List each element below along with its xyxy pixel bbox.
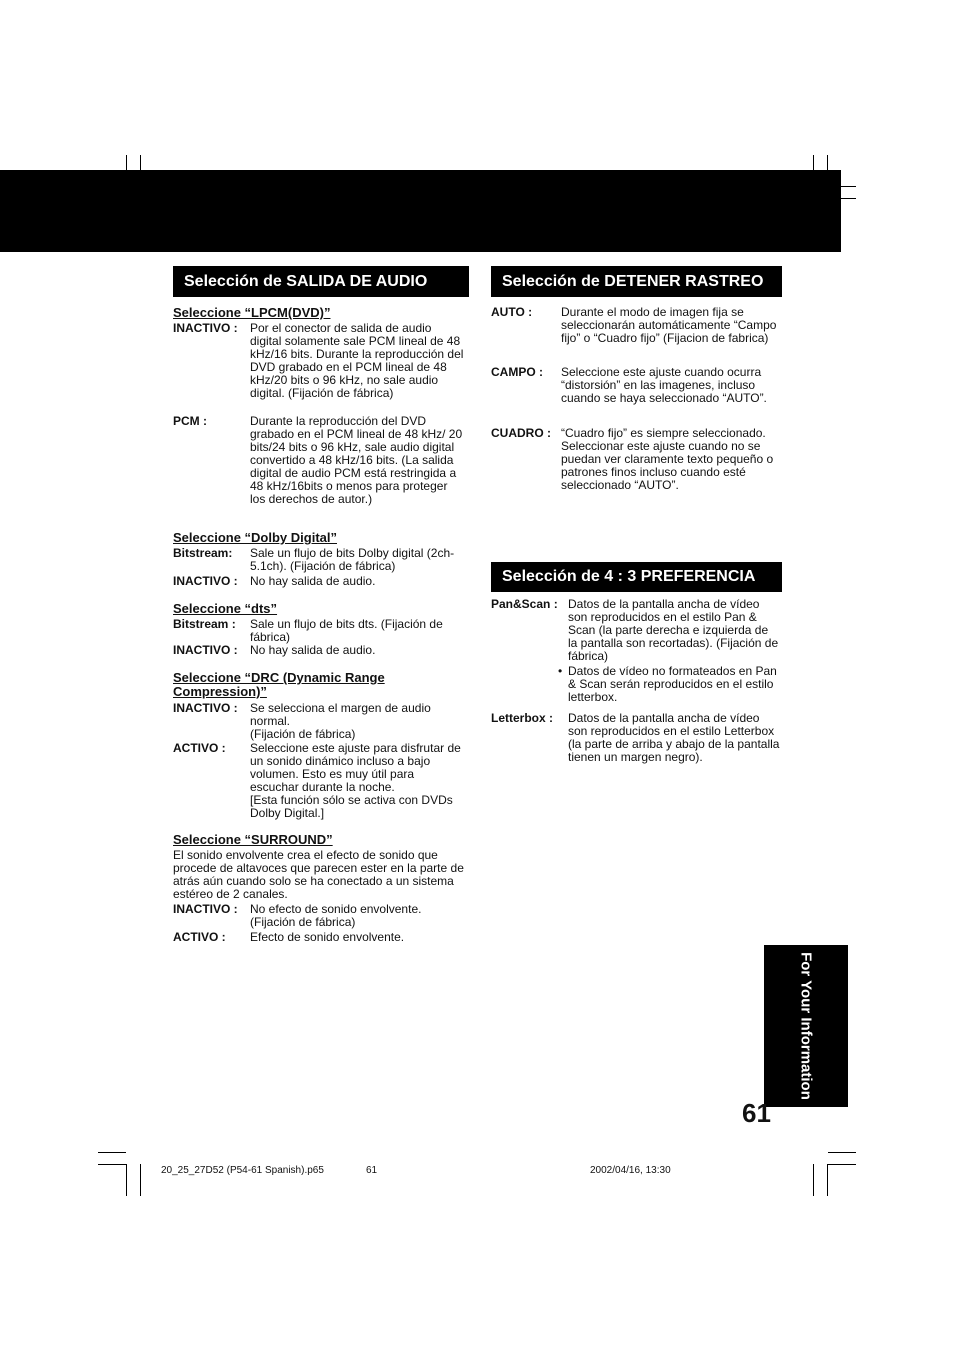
subtitle-dolby: Seleccione “Dolby Digital” <box>173 530 337 545</box>
desc-lpcm-pcm: Durante la reproducción del DVD grabado en el PCM lineal de 48 kHz/ 20 bits/24 bits o 96 kHz, sale audio digital convertido a 48 kHz/16 bits. (La salida digital de audio PCM está restringida a 48 kHz/16bits o menos para proteger los derechos de autor.) <box>250 414 463 506</box>
desc-drc-inactivo-text: Se selecciona el margen de audio normal. <box>250 701 431 728</box>
subtitle-drc: Seleccione “DRC (Dynamic Range Compression)” <box>173 670 385 699</box>
subtitle-surround: Seleccione “SURROUND” <box>173 832 333 847</box>
header-detener-rastreo <box>491 266 782 297</box>
subtitle-dts: Seleccione “dts” <box>173 601 278 616</box>
term-dts-bitstream: Bitstream : <box>173 617 236 631</box>
term-drc-activo: ACTIVO : <box>173 741 226 755</box>
footer-date: 2002/04/16, 13:30 <box>590 1165 671 1176</box>
desc-dolby-inactivo: No hay salida de audio. <box>250 574 376 588</box>
desc-dolby-bitstream: Sale un flujo de bits Dolby digital (2ch-5.1ch). (Fijación de fábrica) <box>250 546 455 573</box>
desc-drc-activo <box>250 742 466 820</box>
desc-campo: Seleccione este ajuste cuando ocurra “distorsión” en las imagenes, incluso cuando se haya seleccionado “AUTO”. <box>561 365 767 405</box>
top-banner <box>0 170 841 252</box>
header-preferencia-text: Selección de 4 : 3 PREFERENCIA <box>502 568 756 585</box>
header-salida-audio <box>173 266 469 297</box>
term-surround-inactivo: INACTIVO : <box>173 902 238 916</box>
crop-mark <box>126 1164 127 1196</box>
term-surround-activo: ACTIVO : <box>173 930 226 944</box>
bullet-panscan: • <box>558 664 563 678</box>
crop-mark <box>98 1152 126 1153</box>
side-tab <box>764 945 848 1107</box>
desc-dts-bitstream: Sale un flujo de bits dts. (Fijación de fábrica) <box>250 617 443 644</box>
side-tab-label: For Your Information <box>797 952 815 1100</box>
term-drc-inactivo: INACTIVO : <box>173 701 238 715</box>
desc-drc-activo-text: Seleccione este ajuste para disfrutar de un sonido dinámico incluso a bajo volumen. Esto es muy útil para escuchar durante la noche. <box>250 741 461 794</box>
footer-file: 20_25_27D52 (P54-61 Spanish).p65 <box>161 1165 324 1176</box>
desc-cuadro: “Cuadro fijo” es siempre seleccionado. Seleccionar este ajuste cuando no se puedan ver claramente texto pequeño o patrones finos incluso cuando esté seleccionado “AUTO”. <box>561 426 774 492</box>
desc-panscan: Datos de la pantalla ancha de vídeo son reproducidos en el estilo Pan & Scan (la parte derecha e izquierda de la pantalla son recortadas). (Fijación de fábrica) <box>568 597 779 663</box>
term-cuadro: CUADRO : <box>491 426 551 440</box>
term-auto: AUTO : <box>491 305 533 319</box>
desc-drc-inactivo <box>250 702 466 741</box>
crop-mark <box>98 1164 126 1165</box>
desc-letterbox: Datos de la pantalla ancha de vídeo son reproducidos en el estilo Letterbox (la parte de arriba y abajo de la pantalla tienen un margen negro). <box>568 711 780 764</box>
subtitle-lpcm: Seleccione “LPCM(DVD)” <box>173 305 331 320</box>
term-dolby-bitstream: Bitstream: <box>173 546 233 560</box>
footer-page: 61 <box>366 1165 378 1176</box>
desc-panscan-bullet: Datos de vídeo no formateados en Pan & Scan serán reproducidos en el estilo letterbox. <box>568 664 777 704</box>
crop-mark <box>140 1164 141 1196</box>
term-dts-inactivo: INACTIVO : <box>173 643 238 657</box>
term-dolby-inactivo: INACTIVO : <box>173 574 238 588</box>
desc-surround-inactivo: No efecto de sonido envolvente. (Fijación de fábrica) <box>250 902 422 929</box>
crop-mark <box>828 1164 856 1165</box>
desc-lpcm-inactivo: Por el conector de salida de audio digital solamente sale PCM lineal de 48 kHz/16 bits. Durante la reproducción del DVD grabado en el PCM lineal de 48 kHz/20 bits o 96 kHz, no sale audio digital. (Fijación de fábrica) <box>250 321 464 400</box>
header-preferencia <box>491 562 782 592</box>
crop-mark <box>828 1152 856 1153</box>
surround-intro: El sonido envolvente crea el efecto de sonido que procede de altavoces que parecen ester en la parte de atrás aún cuando solo se ha conectado a un sistema estéreo de 2 canales. <box>173 848 464 901</box>
term-lpcm-inactivo: INACTIVO : <box>173 321 238 335</box>
page-number: 61 <box>742 1098 771 1128</box>
term-campo: CAMPO : <box>491 365 543 379</box>
desc-drc-activo-note: [Esta función sólo se activa con DVDs Dolby Digital.] <box>250 793 453 820</box>
desc-surround-activo: Efecto de sonido envolvente. <box>250 930 405 944</box>
term-lpcm-pcm: PCM : <box>173 414 207 428</box>
crop-mark <box>813 1164 814 1196</box>
desc-drc-inactivo-note: (Fijación de fábrica) <box>250 727 356 741</box>
term-panscan: Pan&Scan : <box>491 597 558 611</box>
desc-dts-inactivo: No hay salida de audio. <box>250 643 376 657</box>
header-detener-rastreo-text: Selección de DETENER RASTREO <box>502 272 764 290</box>
header-salida-audio-text: Selección de SALIDA DE AUDIO <box>184 272 428 290</box>
term-letterbox: Letterbox : <box>491 711 554 725</box>
crop-mark <box>827 1164 828 1196</box>
desc-auto: Durante el modo de imagen fija se seleccionarán automáticamente “Campo fijo” o “Cuadro fijo” (Fijacion de fabrica) <box>561 305 777 345</box>
